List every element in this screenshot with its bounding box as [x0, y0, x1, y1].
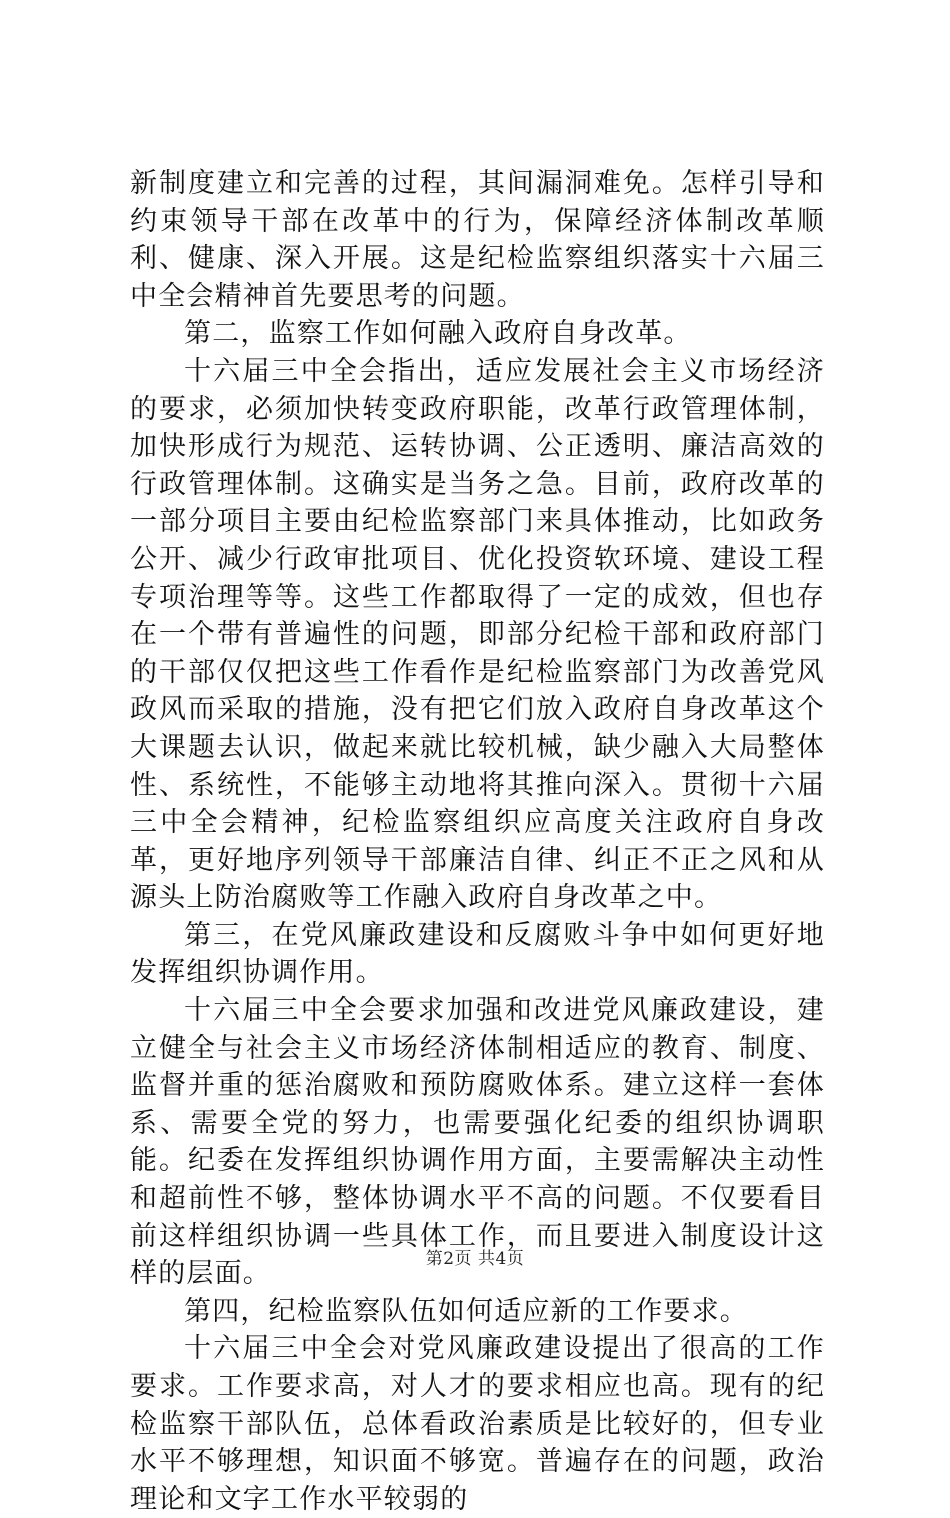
page-number-footer: 第2页 共4页 — [425, 1249, 525, 1269]
paragraph-2-heading: 第二，监察工作如何融入政府自身改革。 — [184, 318, 692, 350]
paragraph-6-heading: 第四，纪检监察队伍如何适应新的工作要求。 — [184, 1295, 748, 1327]
paragraph-3: 十六届三中全会指出，适应发展社会主义市场经济的要求，必须加快转变政府职能，改革行政管理体制，加快形成行为规范、运转协调、公正透明、廉洁高效的行政管理体制。这确实是当务之急。目前，政府改革的一部分项目主要由纪检监察部门来具体推动，比如政务公开、减少行政审批项目、优化投资软环境、建设工程专项治理等等。这些工作都取得了一定的成效，但也存在一个带有普遍性的问题，即部分纪检干部和政府部门的干部仅仅把这些工作看作是纪检监察部门为改善党风政风而采取的措施，没有把它们放入政府自身改革这个大课题去认识，做起来就比较机械，缺少融入大局整体性、系统性，不能够主动地将其推向深入。贯彻十六届三中全会精神，纪检监察组织应高度关注政府自身改革，更好地序列领导干部廉洁自律、纠正不正之风和从源头上防治腐败等工作融入政府自身改革之中。 — [130, 355, 825, 914]
paragraph-4-heading: 第三，在党风廉政建设和反腐败斗争中如何更好地发挥组织协调作用。 — [130, 919, 825, 989]
paragraph-7: 十六届三中全会对党风廉政建设提出了很高的工作要求。工作要求高，对人才的要求相应也高。现有的纪检监察干部队伍，总体看政治素质是比较好的，但专业水平不够理想，知识面不够宽。普遍存在的问题，政治理论和文字工作水平较弱的 — [130, 1333, 825, 1515]
document-body — [130, 165, 825, 1518]
paragraph-5: 十六届三中全会要求加强和改进党风廉政建设，建立健全与社会主义市场经济体制相适应的教育、制度、监督并重的惩治腐败和预防腐败体系。建立这样一套体系、需要全党的努力，也需要强化纪委的组织协调职能。纪委在发挥组织协调作用方面，主要需解决主动性和超前性不够，整体协调水平不高的问题。不仅要看目前这样组织协调一些具体工作，而且要进入制度设计这样的层面。 — [130, 995, 825, 1290]
paragraph-1: 新制度建立和完善的过程，其间漏洞难免。怎样引导和约束领导干部在改革中的行为，保障经济体制改革顺利、健康、深入开展。这是纪检监察组织落实十六届三中全会精神首先要思考的问题。 — [130, 168, 825, 312]
